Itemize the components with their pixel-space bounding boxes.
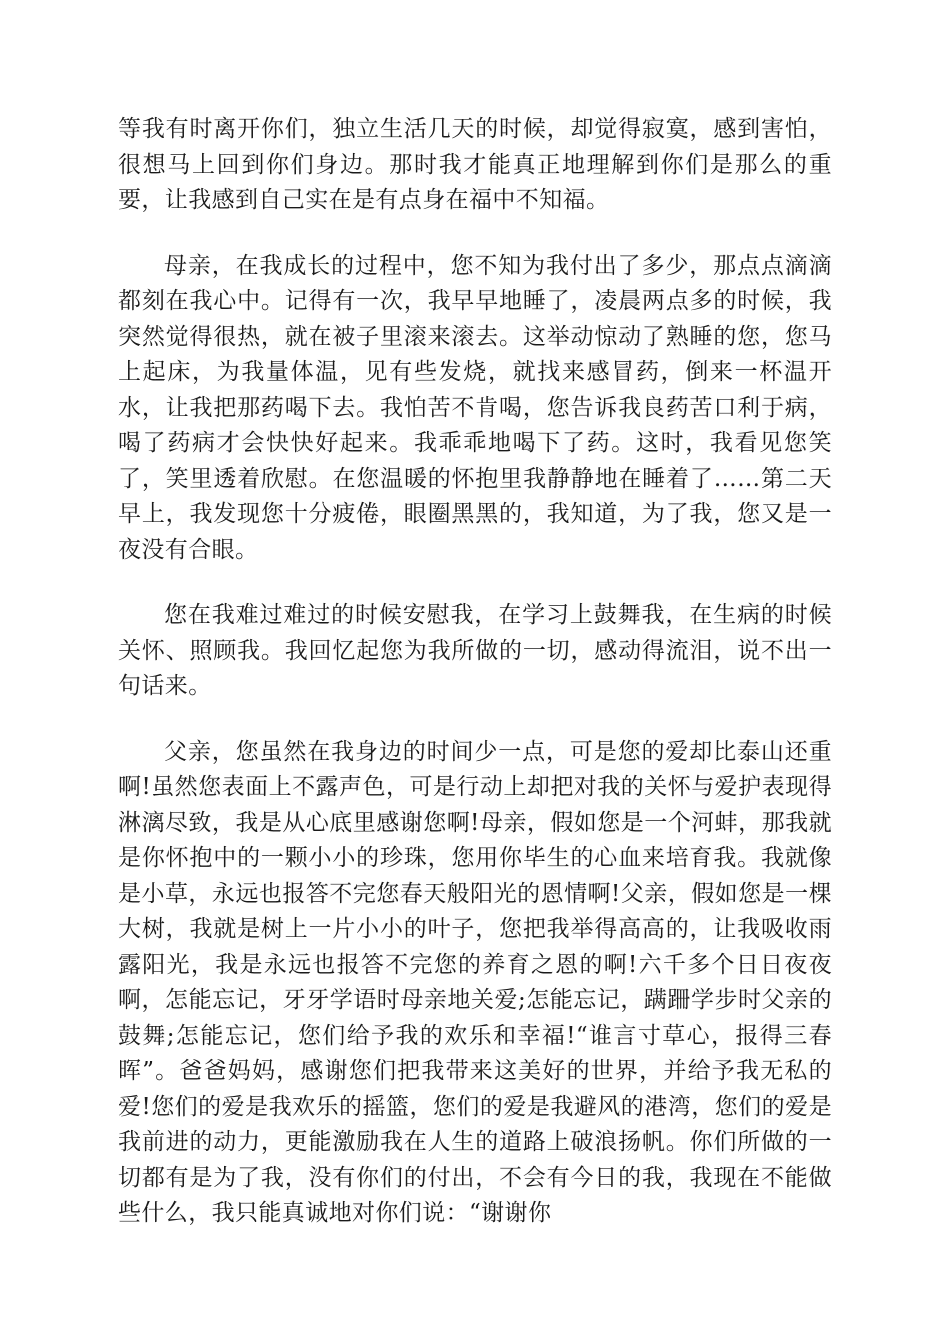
paragraph-4: 父亲，您虽然在我身边的时间少一点，可是您的爱却比泰山还重啊!虽然您表面上不露声色，可是行动上却把对我的关怀与爱护表现得淋漓尽致，我是从心底里感谢您啊!母亲，假如您是一个河蚌，那我就是你怀抱中的一颗小小的珍珠，您用你毕生的心血来培育我。我就像是小草，永远也报答不完您春天般阳光的恩情啊!父亲，假如您是一棵大树，我就是树上一片小小的叶子，您把我举得高高的，让我吸收雨露阳光，我是永远也报答不完您的养育之恩的啊!六千多个日日夜夜啊，怎能忘记，牙牙学语时母亲地关爱;怎能忘记，蹒跚学步时父亲的鼓舞;怎能忘记，您们给予我的欢乐和幸福!“谁言寸草心，报得三春晖”。爸爸妈妈，感谢您们把我带来这美好的世界，并给予我无私的爱!您们的爱是我欢乐的摇篮，您们的爱是我避风的港湾，您们的爱是我前进的动力，更能激励我在人生的道路上破浪扬帆。你们所做的一切都有是为了我，没有你们的付出，不会有今日的我，我现在不能做些什么，我只能真诚地对你们说：“谢谢你: [118, 738, 832, 1226]
paragraph-1: 等我有时离开你们，独立生活几天的时候，却觉得寂寞，感到害怕，很想马上回到你们身边。那时我才能真正地理解到你们是那么的重要，让我感到自己实在是有点身在福中不知福。: [118, 116, 832, 213]
document-body: [118, 112, 832, 1262]
paragraph-3: 您在我难过难过的时候安慰我，在学习上鼓舞我，在生病的时候关怀、照顾我。我回忆起您为我所做的一切，感动得流泪，说不出一句话来。: [118, 602, 832, 699]
paragraph-2: 母亲，在我成长的过程中，您不知为我付出了多少，那点点滴滴都刻在我心中。记得有一次，我早早地睡了，凌晨两点多的时候，我突然觉得很热，就在被子里滚来滚去。这举动惊动了熟睡的您，您马上起床，为我量体温，见有些发烧，就找来感冒药，倒来一杯温开水，让我把那药喝下去。我怕苦不肯喝，您告诉我良药苦口利于病，喝了药病才会快快好起来。我乖乖地喝下了药。这时，我看见您笑了，笑里透着欣慰。在您温暖的怀抱里我静静地在睡着了……第二天早上，我发现您十分疲倦，眼圈黑黑的，我知道，为了我，您又是一夜没有合眼。: [118, 252, 832, 563]
